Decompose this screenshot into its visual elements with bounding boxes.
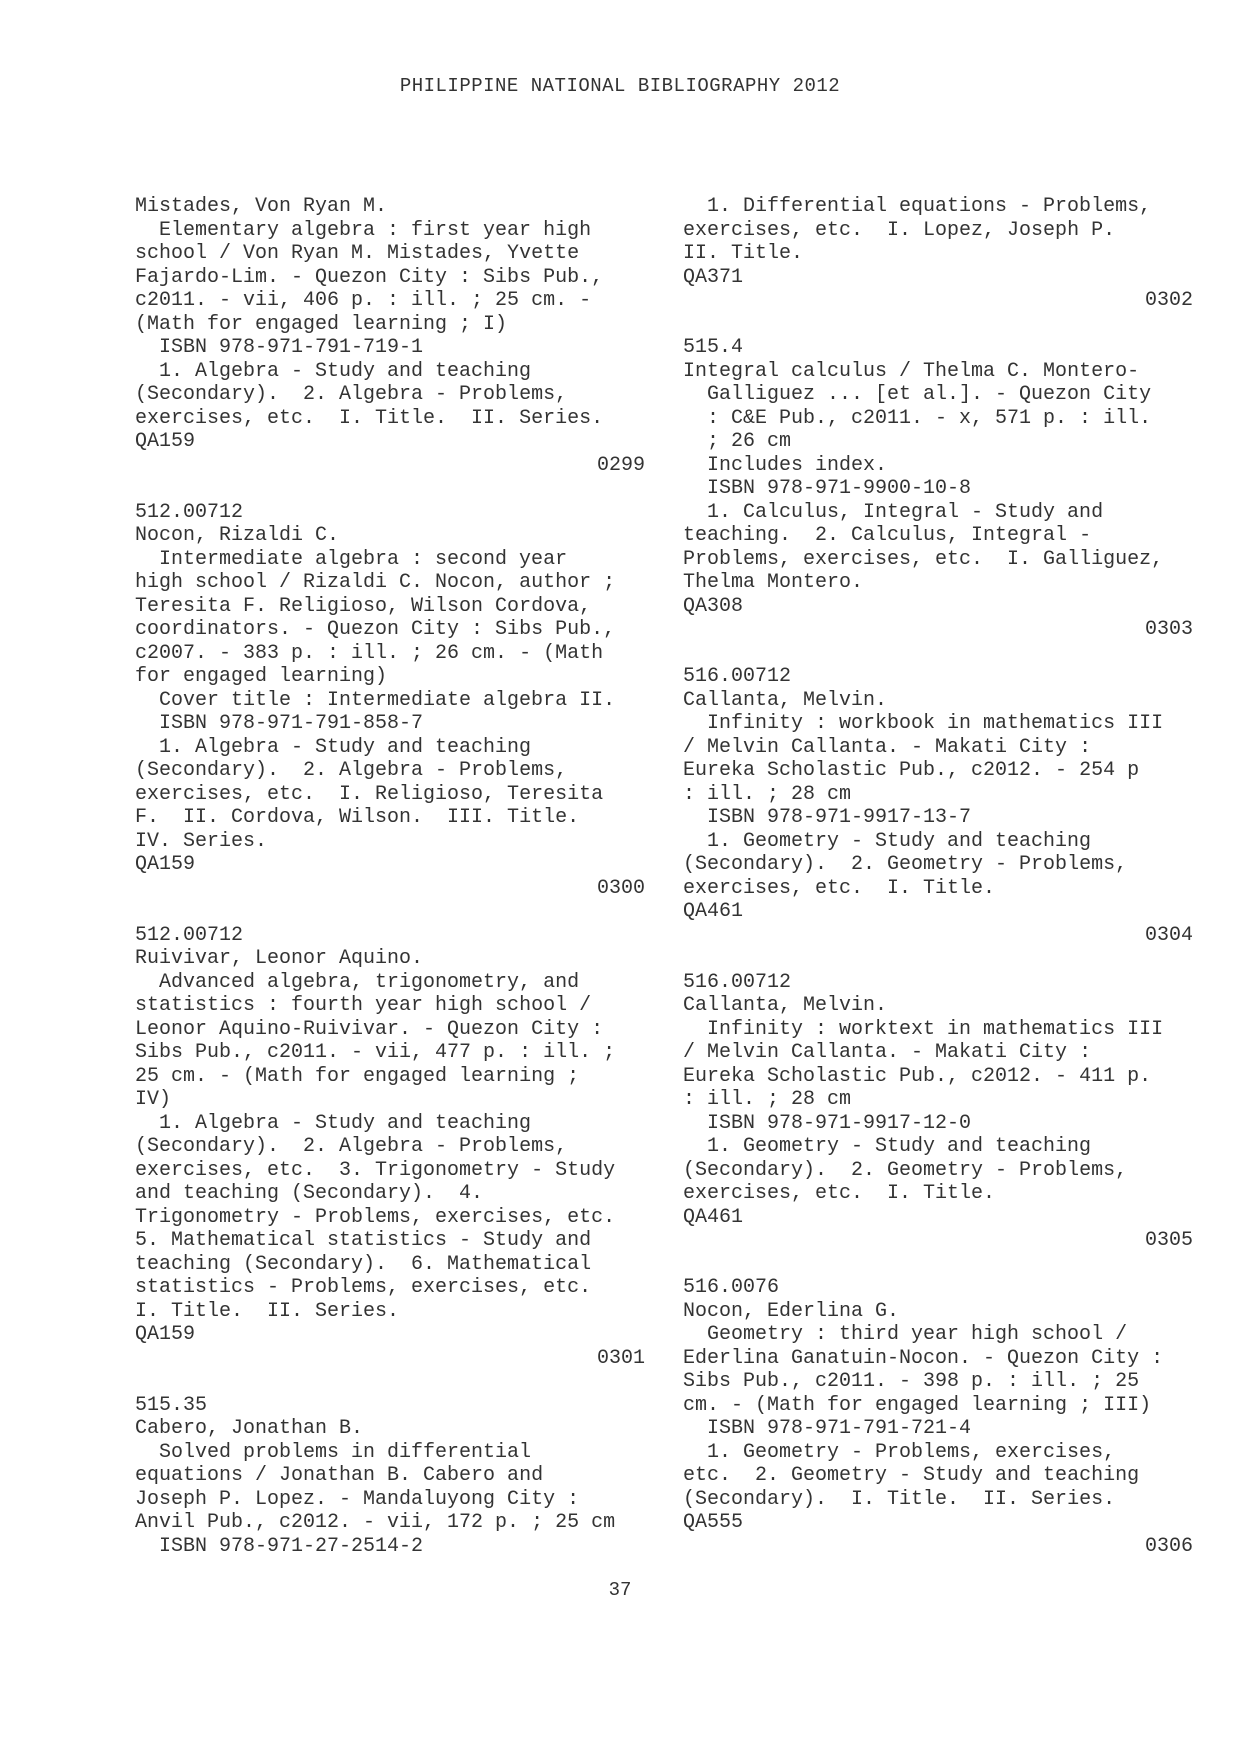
- entry-subjects-cont: (Secondary). 2. Geometry - Problems,: [683, 853, 1128, 876]
- entry-series: IV): [135, 1088, 172, 1111]
- entry-subjects-cont: exercises, etc. I. Title. II. Series.: [135, 406, 604, 430]
- entry-title: Geometry : third year high school /: [707, 1323, 1128, 1346]
- entry-series: (Math for engaged learning ; I): [135, 312, 508, 336]
- entry-subjects-cont: teaching. 2. Calculus, Integral -: [683, 524, 1092, 547]
- entry-class-number: 512.00712: [135, 923, 244, 947]
- entry-title-cont: : C&E Pub., c2011. - x, 571 p. : ill.: [707, 406, 1152, 430]
- entry-title-cont: : ill. ; 28 cm: [683, 1088, 852, 1111]
- entry-number: 0299: [596, 453, 645, 477]
- entry-class-number: 516.00712: [683, 970, 792, 994]
- entry-subjects-cont: I. Title. II. Series.: [135, 1299, 400, 1323]
- entry-author: Cabero, Jonathan B.: [135, 1417, 364, 1440]
- entry-title-cont: Ederlina Ganatuin-Nocon. - Quezon City :: [683, 1346, 1164, 1370]
- entry-title-cont: / Melvin Callanta. - Makati City :: [683, 735, 1092, 759]
- entry-title-cont: c2011. - vii, 406 p. : ill. ; 25 cm. -: [135, 289, 592, 312]
- page-header: PHILIPPINE NATIONAL BIBLIOGRAPHY 2012: [399, 75, 841, 97]
- entry-0306: [683, 1276, 1193, 1558]
- entry-subjects-cont: (Secondary). I. Title. II. Series.: [683, 1487, 1116, 1511]
- entry-title: Elementary algebra : first year high: [159, 218, 592, 242]
- entry-title: Infinity : worktext in mathematics III: [707, 1017, 1164, 1041]
- entry-subjects: 1. Geometry - Study and teaching: [707, 829, 1092, 853]
- entry-title-cont: 25 cm. - (Math for engaged learning ;: [135, 1064, 580, 1088]
- entry-class-number: 516.0076: [683, 1276, 780, 1299]
- entry-title-cont: coordinators. - Quezon City : Sibs Pub.,: [135, 618, 616, 641]
- entry-author: Callanta, Melvin.: [683, 688, 888, 712]
- entry-subjects: 1. Geometry - Problems, exercises,: [707, 1440, 1116, 1464]
- entry-title-cont: Sibs Pub., c2011. - vii, 477 p. : ill. ;: [135, 1041, 616, 1064]
- entry-subjects-cont: exercises, etc. I. Title.: [683, 1182, 996, 1205]
- entry-0300: [135, 501, 645, 901]
- entry-number: 0300: [596, 876, 645, 900]
- entry-subjects: 1. Algebra - Study and teaching: [159, 1111, 532, 1135]
- entry-title-cont: Sibs Pub., c2011. - 398 p. : ill. ; 25: [683, 1370, 1140, 1393]
- entry-isbn: ISBN 978-971-9917-13-7: [707, 806, 972, 829]
- page-number: 37: [608, 1579, 632, 1601]
- entry-subjects-cont: exercises, etc. I. Title.: [683, 876, 996, 900]
- entry-isbn: ISBN 978-971-9917-12-0: [707, 1111, 972, 1135]
- entry-subjects-cont: (Secondary). 2. Algebra - Problems,: [135, 383, 568, 406]
- entry-class-number: 515.4: [683, 336, 744, 359]
- entry-author: Nocon, Ederlina G.: [683, 1299, 900, 1323]
- entry-call-number: QA371: [683, 265, 744, 289]
- entry-call-number: QA308: [683, 594, 744, 618]
- entry-0299: [135, 195, 645, 477]
- entry-call-number: QA555: [683, 1511, 744, 1534]
- entry-title: Intermediate algebra : second year: [159, 547, 568, 571]
- entry-0303: [683, 336, 1193, 642]
- entry-title: Infinity : workbook in mathematics III: [707, 712, 1164, 735]
- entry-number: 0305: [1144, 1229, 1193, 1252]
- entry-subjects-cont: Trigonometry - Problems, exercises, etc.: [135, 1205, 616, 1229]
- entry-call-number: QA461: [683, 1205, 744, 1229]
- entry-subjects-cont: Thelma Montero.: [683, 571, 864, 594]
- entry-author: Mistades, Von Ryan M.: [135, 195, 388, 218]
- entry-title-cont: Anvil Pub., c2012. - vii, 172 p. ; 25 cm: [135, 1511, 616, 1534]
- entry-note: Cover title : Intermediate algebra II.: [159, 688, 616, 712]
- entry-isbn: ISBN 978-971-791-858-7: [159, 712, 424, 735]
- entry-number: 0304: [1144, 923, 1193, 947]
- entry-0302: [135, 1394, 645, 1559]
- entry-subjects-cont: (Secondary). 2. Algebra - Problems,: [135, 1135, 568, 1158]
- entry-title-cont: Eureka Scholastic Pub., c2012. - 254 p: [683, 759, 1140, 782]
- entry-subjects-cont: (Secondary). 2. Algebra - Problems,: [135, 759, 568, 782]
- entry-subjects-cont: exercises, etc. I. Lopez, Joseph P.: [683, 218, 1116, 242]
- entry-call-number: QA461: [683, 900, 744, 923]
- entry-call-number: QA159: [135, 1323, 196, 1346]
- entry-0305: [683, 971, 1193, 1253]
- entry-title-cont: ; 26 cm: [707, 430, 792, 453]
- entry-title-cont: : ill. ; 28 cm: [683, 782, 852, 806]
- entry-subjects-cont: (Secondary). 2. Geometry - Problems,: [683, 1158, 1128, 1182]
- entry-call-number: QA159: [135, 853, 196, 876]
- entry-call-number: QA159: [135, 430, 196, 453]
- entry-isbn: ISBN 978-971-791-719-1: [159, 336, 424, 359]
- entry-title-cont: Galliguez ... [et al.]. - Quezon City: [707, 383, 1152, 406]
- entry-subjects-cont: etc. 2. Geometry - Study and teaching: [683, 1464, 1140, 1487]
- entry-subjects-cont: and teaching (Secondary). 4.: [135, 1182, 484, 1205]
- entry-subjects: 1. Calculus, Integral - Study and: [707, 500, 1104, 524]
- entry-title: Solved problems in differential: [159, 1440, 532, 1464]
- entry-title-cont: Eureka Scholastic Pub., c2012. - 411 p.: [683, 1064, 1152, 1088]
- entry-title-cont: c2007. - 383 p. : ill. ; 26 cm. - (Math: [135, 641, 604, 665]
- entry-author: Ruivivar, Leonor Aquino.: [135, 947, 424, 970]
- entry-0301: [135, 924, 645, 1371]
- entry-title-cont: Leonor Aquino-Ruivivar. - Quezon City :: [135, 1017, 604, 1041]
- entry-note: Includes index.: [707, 453, 888, 477]
- entry-subjects: 1. Algebra - Study and teaching: [159, 359, 532, 383]
- entry-subjects: 1. Geometry - Study and teaching: [707, 1135, 1092, 1158]
- entry-series: for engaged learning): [135, 665, 388, 688]
- entry-isbn: ISBN 978-971-791-721-4: [707, 1417, 972, 1440]
- entry-subjects-cont: F. II. Cordova, Wilson. III. Title.: [135, 806, 580, 829]
- entry-title-cont: / Melvin Callanta. - Makati City :: [683, 1041, 1092, 1064]
- entry-number: 0306: [1144, 1534, 1193, 1558]
- entry-subjects-cont: IV. Series.: [135, 829, 268, 853]
- entry-title-cont: Joseph P. Lopez. - Mandaluyong City :: [135, 1487, 580, 1511]
- entry-title-cont: statistics : fourth year high school /: [135, 994, 592, 1017]
- entry-subjects-cont: statistics - Problems, exercises, etc.: [135, 1276, 592, 1299]
- entry-subjects: 1. Differential equations - Problems,: [707, 195, 1152, 218]
- entry-class-number: 512.00712: [135, 500, 244, 524]
- entry-subjects-cont: teaching (Secondary). 6. Mathematical: [135, 1252, 592, 1276]
- entry-subjects-cont: Problems, exercises, etc. I. Galliguez,: [683, 547, 1164, 571]
- entry-title-cont: Teresita F. Religioso, Wilson Cordova,: [135, 594, 592, 618]
- entry-class-number: 515.35: [135, 1393, 208, 1417]
- entry-number: 0302: [1144, 289, 1193, 312]
- entry-0302-continued: [683, 195, 1193, 313]
- entry-subjects-cont: exercises, etc. 3. Trigonometry - Study: [135, 1158, 616, 1182]
- entry-title-cont: Fajardo-Lim. - Quezon City : Sibs Pub.,: [135, 265, 604, 289]
- entry-title: Integral calculus / Thelma C. Montero-: [683, 359, 1140, 383]
- entry-0304: [683, 665, 1193, 947]
- entry-title: Advanced algebra, trigonometry, and: [159, 970, 580, 994]
- entry-title-cont: high school / Rizaldi C. Nocon, author ;: [135, 571, 616, 594]
- entry-subjects-cont: II. Title.: [683, 242, 804, 265]
- right-column: [683, 195, 1193, 1558]
- left-column: [135, 195, 645, 1558]
- entry-title-cont: equations / Jonathan B. Cabero and: [135, 1464, 544, 1487]
- entry-title-cont: cm. - (Math for engaged learning ; III): [683, 1393, 1152, 1417]
- entry-number: 0301: [596, 1346, 645, 1370]
- entry-author: Callanta, Melvin.: [683, 994, 888, 1017]
- entry-subjects: 1. Algebra - Study and teaching: [159, 735, 532, 759]
- entry-number: 0303: [1144, 618, 1193, 641]
- entry-isbn: ISBN 978-971-27-2514-2: [159, 1534, 424, 1558]
- entry-class-number: 516.00712: [683, 665, 792, 688]
- entry-subjects-cont: 5. Mathematical statistics - Study and: [135, 1229, 592, 1252]
- entry-title-cont: school / Von Ryan M. Mistades, Yvette: [135, 242, 580, 265]
- entry-author: Nocon, Rizaldi C.: [135, 524, 340, 547]
- entry-isbn: ISBN 978-971-9900-10-8: [707, 477, 972, 500]
- entry-subjects-cont: exercises, etc. I. Religioso, Teresita: [135, 782, 604, 806]
